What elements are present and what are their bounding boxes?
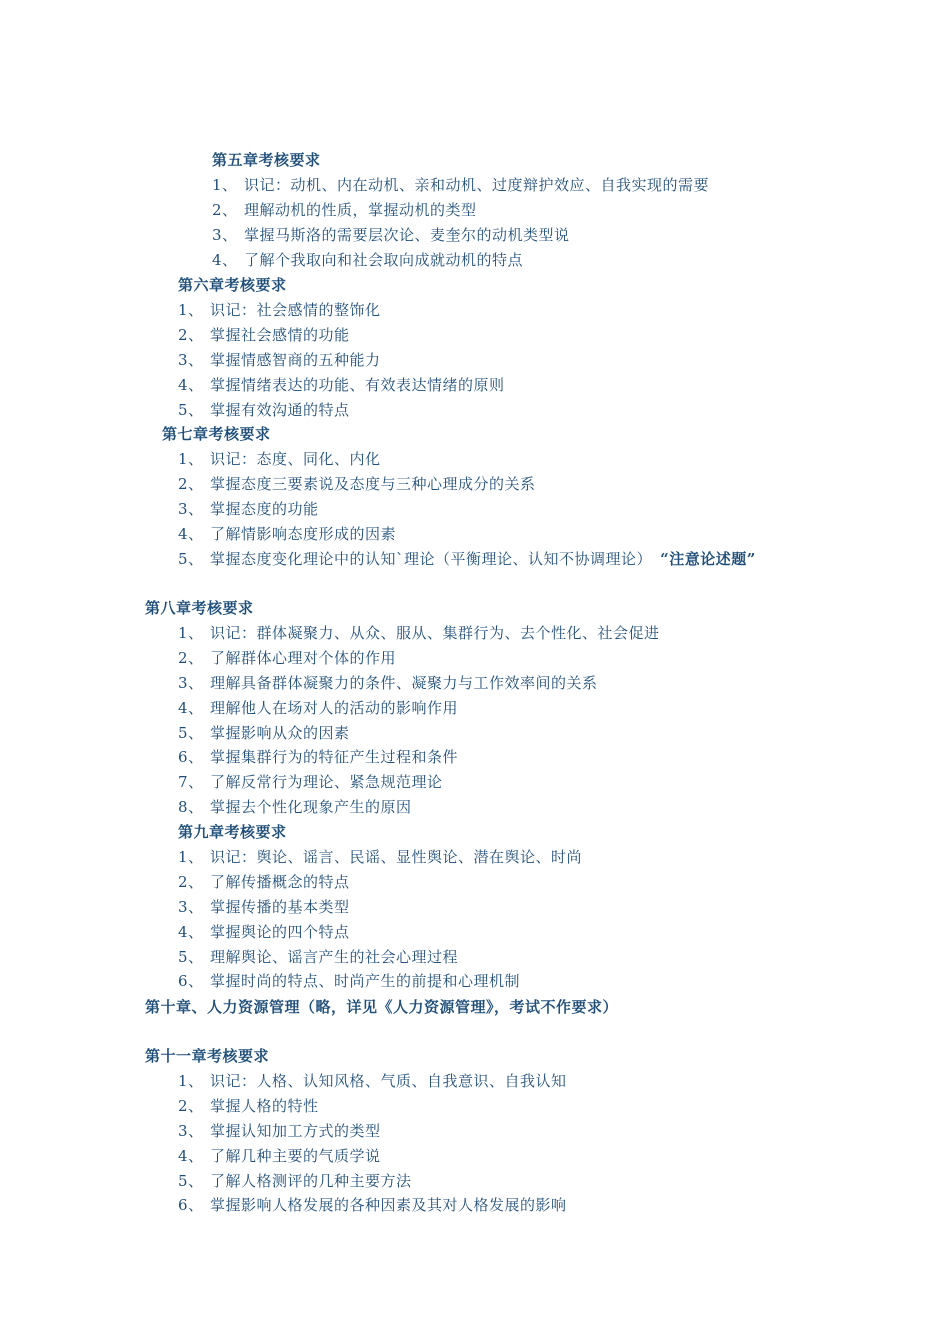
item-text: 掌握认知加工方式的类型 (210, 1121, 381, 1140)
list-item (178, 621, 660, 646)
item-text: 掌握舆论的四个特点 (210, 922, 350, 941)
list-item (178, 298, 381, 323)
list-item (178, 969, 520, 994)
item-separator: 、 (188, 1171, 204, 1190)
list-item (178, 398, 350, 423)
item-number: 5 (178, 1171, 189, 1190)
item-separator: 、 (188, 972, 204, 991)
item-number: 2 (178, 325, 189, 344)
item-text: 掌握态度的功能 (210, 499, 319, 518)
item-separator: 、 (188, 325, 204, 344)
item-separator: 、 (188, 1071, 204, 1090)
item-separator: 、 (188, 1096, 204, 1115)
item-text: 掌握人格的特性 (210, 1096, 319, 1115)
list-item (178, 547, 756, 572)
item-number: 1 (178, 300, 189, 319)
list-item (178, 323, 350, 348)
list-item (178, 696, 458, 721)
item-text: 识记：人格、认知风格、气质、自我意识、自我认知 (210, 1071, 567, 1090)
list-item (178, 1119, 381, 1144)
item-text: 掌握时尚的特点、时尚产生的前提和心理机制 (210, 972, 521, 991)
item-separator: 、 (222, 250, 238, 269)
item-separator: 、 (188, 723, 204, 742)
list-item (178, 1169, 412, 1194)
list-item (178, 522, 396, 547)
list-item (212, 248, 523, 273)
item-text: 识记：动机、内在动机、亲和动机、过度辩护效应、自我实现的需要 (244, 175, 710, 194)
list-item (212, 223, 570, 248)
list-item (178, 870, 350, 895)
item-text: 理解动机的性质，掌握动机的类型 (244, 200, 477, 219)
item-number: 2 (212, 200, 223, 219)
item-number: 6 (178, 1196, 189, 1215)
list-item (178, 1094, 319, 1119)
list-item (178, 646, 396, 671)
item-number: 4 (178, 698, 189, 717)
item-text: 掌握马斯洛的需要层次论、麦奎尔的动机类型说 (244, 225, 570, 244)
item-separator: 、 (188, 1196, 204, 1215)
item-number: 5 (178, 400, 189, 419)
item-separator: 、 (188, 449, 204, 468)
item-separator: 、 (222, 200, 238, 219)
item-number: 1 (178, 847, 189, 866)
item-number: 6 (178, 972, 189, 991)
item-number: 4 (178, 1146, 189, 1165)
list-item (178, 472, 536, 497)
item-separator: 、 (188, 847, 204, 866)
item-separator: 、 (188, 1146, 204, 1165)
item-text: 理解他人在场对人的活动的影响作用 (210, 698, 459, 717)
item-text: 识记：态度、同化、内化 (210, 449, 381, 468)
item-number: 3 (178, 897, 189, 916)
item-text: 掌握社会感情的功能 (210, 325, 350, 344)
item-separator: 、 (188, 400, 204, 419)
item-separator: 、 (188, 549, 204, 568)
item-number: 3 (178, 499, 189, 518)
item-text: 掌握情感智商的五种能力 (210, 350, 381, 369)
item-text: 了解人格测评的几种主要方法 (210, 1171, 412, 1190)
item-number: 3 (178, 350, 189, 369)
item-text: 了解个我取向和社会取向成就动机的特点 (244, 250, 524, 269)
section-heading: 第九章考核要求 (178, 823, 287, 841)
item-separator: 、 (188, 300, 204, 319)
list-item (178, 895, 350, 920)
item-number: 5 (178, 549, 189, 568)
item-separator: 、 (188, 375, 204, 394)
list-item (178, 721, 350, 746)
item-number: 3 (178, 673, 189, 692)
item-text: 掌握情绪表达的功能、有效表达情绪的原则 (210, 375, 505, 394)
item-separator: 、 (188, 1121, 204, 1140)
item-number: 1 (178, 449, 189, 468)
item-number: 1 (212, 175, 223, 194)
item-number: 2 (178, 474, 189, 493)
item-number: 1 (178, 1071, 189, 1090)
item-separator: 、 (188, 773, 204, 792)
item-text: 了解几种主要的气质学说 (210, 1146, 381, 1165)
item-text: 了解反常行为理论、紧急规范理论 (210, 773, 443, 792)
item-text: 掌握传播的基本类型 (210, 897, 350, 916)
item-number: 2 (178, 1096, 189, 1115)
list-item (178, 348, 381, 373)
item-separator: 、 (188, 524, 204, 543)
item-separator: 、 (188, 947, 204, 966)
item-separator: 、 (222, 225, 238, 244)
item-separator: 、 (188, 698, 204, 717)
list-item (178, 770, 443, 795)
item-separator: 、 (188, 499, 204, 518)
item-separator: 、 (188, 673, 204, 692)
list-item (178, 497, 319, 522)
list-item (178, 671, 598, 696)
item-number: 4 (178, 524, 189, 543)
item-separator: 、 (188, 872, 204, 891)
list-item (178, 447, 381, 472)
item-separator: 、 (222, 175, 238, 194)
emphasis-note: “注意论述题” (660, 549, 756, 568)
item-number: 6 (178, 748, 189, 767)
section-heading: 第七章考核要求 (162, 425, 271, 443)
list-item (178, 1069, 567, 1094)
item-text: 掌握影响从众的因素 (210, 723, 350, 742)
item-separator: 、 (188, 350, 204, 369)
item-text: 掌握态度变化理论中的认知`理论（平衡理论、认知不协调理论） (210, 549, 653, 568)
item-number: 5 (178, 723, 189, 742)
item-text: 了解传播概念的特点 (210, 872, 350, 891)
section-heading: 第五章考核要求 (212, 151, 321, 169)
list-item (178, 920, 350, 945)
item-number: 4 (178, 922, 189, 941)
item-number: 2 (178, 648, 189, 667)
item-number: 3 (178, 1121, 189, 1140)
item-number: 1 (178, 623, 189, 642)
section-heading: 第十一章考核要求 (145, 1047, 270, 1065)
item-text: 掌握态度三要素说及态度与三种心理成分的关系 (210, 474, 536, 493)
section-heading: 第八章考核要求 (145, 599, 254, 617)
list-item (178, 745, 458, 770)
item-separator: 、 (188, 623, 204, 642)
list-item (178, 1144, 381, 1169)
item-text: 掌握影响人格发展的各种因素及其对人格发展的影响 (210, 1196, 567, 1215)
item-separator: 、 (188, 748, 204, 767)
item-separator: 、 (188, 897, 204, 916)
list-item (212, 173, 709, 198)
item-text: 掌握集群行为的特征产生过程和条件 (210, 748, 459, 767)
list-item (212, 198, 477, 223)
item-number: 4 (212, 250, 223, 269)
section-heading: 第六章考核要求 (178, 276, 287, 294)
item-text: 识记：群体凝聚力、从众、服从、集群行为、去个性化、社会促进 (210, 623, 660, 642)
item-text: 掌握有效沟通的特点 (210, 400, 350, 419)
item-separator: 、 (188, 648, 204, 667)
item-text: 理解具备群体凝聚力的条件、凝聚力与工作效率间的关系 (210, 673, 598, 692)
item-number: 2 (178, 872, 189, 891)
item-text: 了解情影响态度形成的因素 (210, 524, 397, 543)
item-number: 4 (178, 375, 189, 394)
item-text: 了解群体心理对个体的作用 (210, 648, 397, 667)
list-item (178, 845, 582, 870)
list-item (178, 795, 412, 820)
section-heading: 第十章、人力资源管理（略，详见《人力资源管理》，考试不作要求） (145, 998, 619, 1016)
list-item (178, 1193, 567, 1218)
list-item (178, 945, 458, 970)
item-separator: 、 (188, 922, 204, 941)
item-separator: 、 (188, 798, 204, 817)
item-number: 8 (178, 798, 189, 817)
item-text: 识记：舆论、谣言、民谣、显性舆论、潜在舆论、时尚 (210, 847, 583, 866)
item-number: 3 (212, 225, 223, 244)
item-separator: 、 (188, 474, 204, 493)
list-item (178, 373, 505, 398)
item-text: 识记：社会感情的整饰化 (210, 300, 381, 319)
item-text: 掌握去个性化现象产生的原因 (210, 798, 412, 817)
item-number: 7 (178, 773, 189, 792)
item-text: 理解舆论、谣言产生的社会心理过程 (210, 947, 459, 966)
item-number: 5 (178, 947, 189, 966)
